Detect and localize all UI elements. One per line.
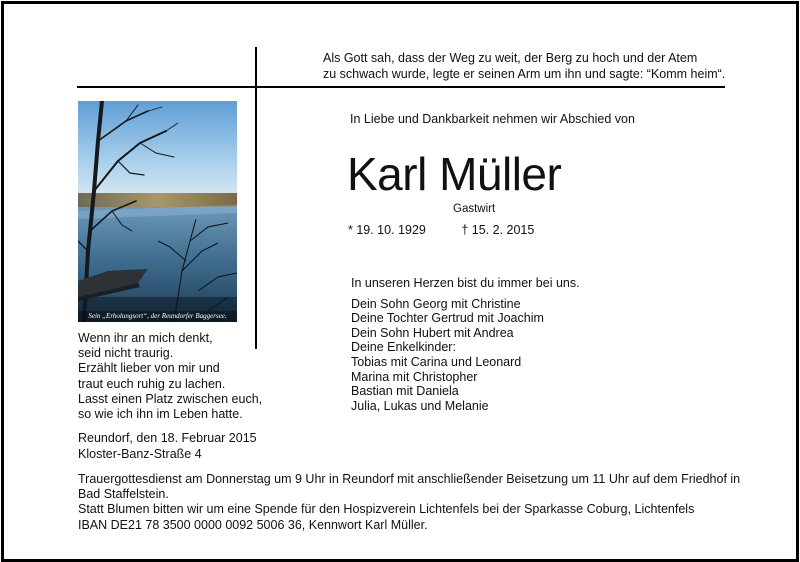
poem-line: seid nicht traurig. [78,346,174,361]
notice-line: Bad Staffelstein. [78,487,169,502]
poem-line: Erzählt lieber von mir und [78,361,220,376]
memorial-poem [78,331,262,422]
notice-line: Trauergottesdienst am Donnerstag um 9 Uhr in Reundorf mit anschließender Beisetzung um 11 Uhr auf dem Friedhof in [78,472,741,486]
life-dates [348,223,534,237]
quote-line-2: zu schwach wurde, legte er seinen Arm um ihn und sagte: “Komm heim“. [323,67,726,81]
place-and-date [78,431,257,462]
poem-line: Wenn ihr an mich denkt, [78,331,213,345]
epigraph-quote [323,50,743,82]
service-notice [78,472,741,533]
mourner-line: Julia, Lukas und Melanie [351,398,489,413]
mourner-line: Tobias mit Carina und Leonard [351,354,522,369]
poem-line: Lasst einen Platz zwischen euch, [78,391,263,406]
photo-caption: Sein „Erholungsort“, der Reundorfer Baggersee. [78,311,237,322]
cross-vertical-line [255,47,257,349]
mourners-list [351,276,580,413]
mourner-line: Dein Sohn Hubert mit Andrea [351,325,514,340]
mourner-line: Deine Tochter Gertrud mit Joachim [351,311,544,326]
poem-line: traut euch ruhig zu lachen. [78,376,226,391]
heart-line: In unseren Herzen bist du immer bei uns. [351,276,580,290]
mourner-line: Deine Enkelkinder: [351,340,456,355]
mourner-line: Bastian mit Daniela [351,384,459,399]
notice-line: IBAN DE21 78 3500 0000 0092 5006 36, Kennwort Karl Müller. [78,517,428,532]
lake-landscape-image [78,101,237,322]
cross-horizontal-line [77,86,725,88]
date-line: Reundorf, den 18. Februar 2015 [78,431,257,445]
poem-line: so wie ich ihn im Leben hatte. [78,407,243,422]
notice-line: Statt Blumen bitten wir um eine Spende für den Hospizverein Lichtenfels bei der Sparkasse Coburg, Lichtenfels [78,502,695,517]
death-date: † 15. 2. 2015 [461,223,535,237]
lake-photo [78,101,237,322]
mourner-line: Marina mit Christopher [351,369,478,384]
deceased-occupation: Gastwirt [453,203,496,215]
deceased-name: Karl Müller [347,148,562,200]
farewell-intro: In Liebe und Dankbarkeit nehmen wir Abschied von [350,112,635,126]
address-line: Kloster-Banz-Straße 4 [78,446,202,461]
birth-date: * 19. 10. 1929 [348,223,426,237]
quote-line-1: Als Gott sah, dass der Weg zu weit, der Berg zu hoch und der Atem [323,51,698,65]
mourner-line: Dein Sohn Georg mit Christine [351,296,521,311]
